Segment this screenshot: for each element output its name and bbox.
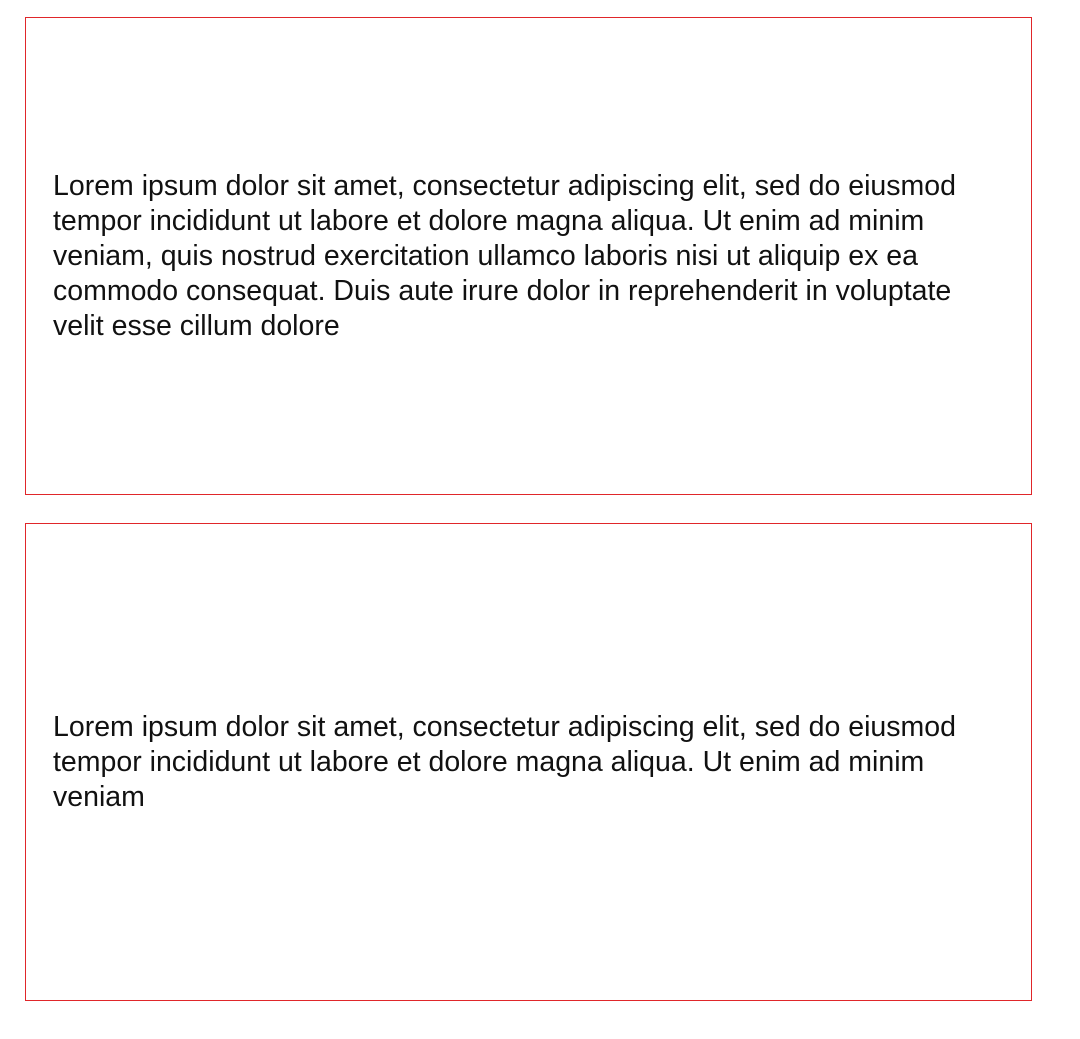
text-box-top xyxy=(25,17,1032,495)
text-box-bottom-paragraph: Lorem ipsum dolor sit amet, consectetur adipiscing elit, sed do eiusmod tempor incididunt ut labore et dolore magna aliqua. Ut enim ad minim veniam xyxy=(53,710,956,813)
text-box-bottom xyxy=(25,523,1032,1001)
text-box-top-paragraph: Lorem ipsum dolor sit amet, consectetur adipiscing elit, sed do eiusmod tempor incididunt ut labore et dolore magna aliqua. Ut enim ad minim veniam, quis nostrud exercitation ullamco laboris nisi ut aliquip ex ea commodo consequat. Duis aute irure dolor in reprehenderit in voluptate velit esse cillum dolore xyxy=(53,169,956,342)
